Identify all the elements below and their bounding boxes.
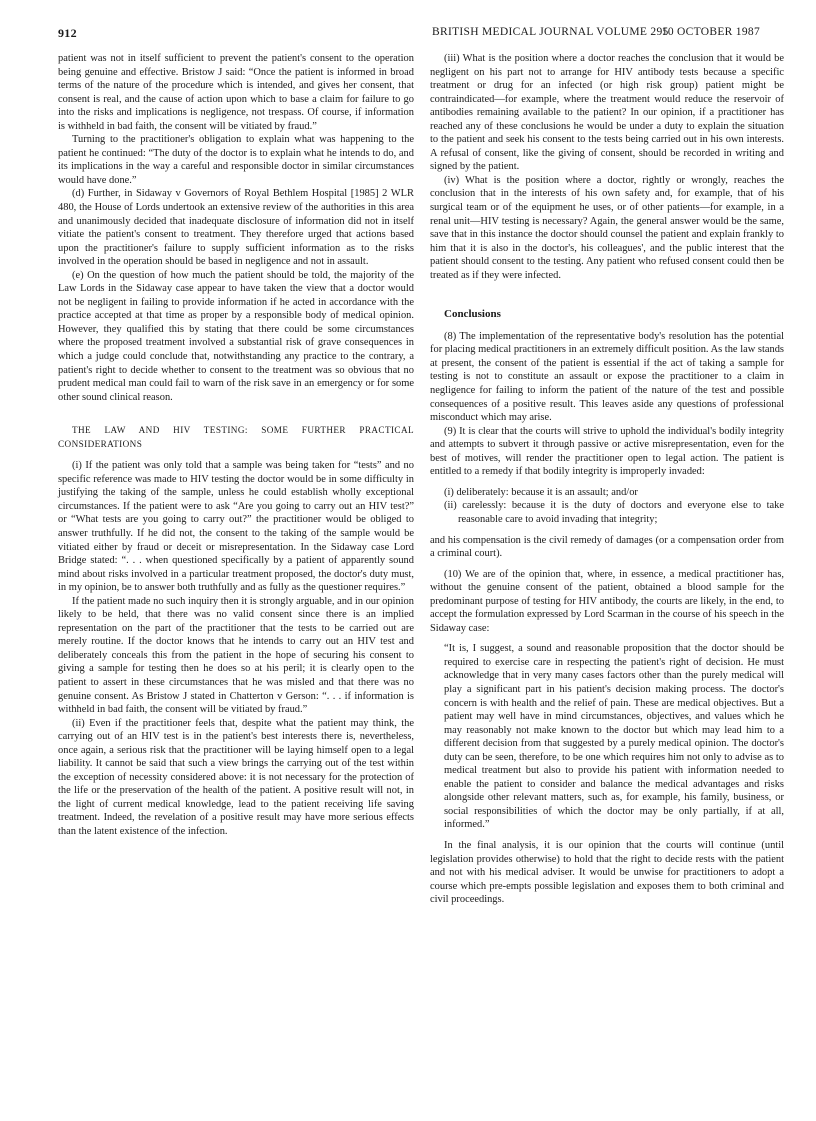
paragraph: patient was not in itself sufficient to prevent the patient's consent to the operation being genuine and effective. Bristow J said: “Once the patient is informed in broad terms of the nature of the procedure which is intended, and gives her consent, that consent is real, and the cause of action upon which to base a claim for failure to go into the risks and implications is negligence, not trespass. Of course, if information is withheld in bad faith, the consent will be vitiated by fraud.” (58, 53, 414, 132)
journal-title: BRITISH MEDICAL JOURNAL VOLUME 295 (432, 26, 669, 38)
left-column (58, 52, 414, 839)
list-item: (i) deliberately: because it is an assault; and/or (444, 486, 638, 498)
block-quote: “It is, I suggest, a sound and reasonable proposition that the doctor should be required to exercise care in respecting the patient's right of decision. He must acknowledge that in very many cases factors other than the purely medical will play a significant part in his patient's decision making process. The doctor's concern is with health and the relief of pain. These are medical objectives. But a patient may well have in mind circumstances, objectives, and values which he may reasonably not make known to the doctor but which may lead him to a different decision from that suggested by a purely medical opinion. The doctor's duty can be seen, therefore, to be one which requires him not only to advise as to medical treatment but also to provide his patient with information needed to enable the patient to consider and balance the medical advantages and risks alongside other relevant matters, such as, for example, his family, business, or social responsibilities of which the doctor may be only partially, if at all, informed.” (444, 643, 784, 831)
paragraph: If the patient made no such inquiry then it is strongly arguable, and in our opinion likely to be held, that there was no valid consent since there is an implied representation on the part of the practitioner that the tests to be carried out are merely routine. If the doctor knows that he intends to carry out an HIV test and deliberately conceals this from the patient in the hope of securing his consent to giving a sample for testing then he does so at his peril; it is clearly open to the patient to assert in these circumstances that he was misled and that there was no genuine consent. As Bristow J stated in Chatterton v Gerson: “. . . if information is withheld in bad faith, the consent will be vitiated by fraud.” (58, 595, 414, 716)
paragraph: (8) The implementation of the representative body's resolution has the potential for placing medical practitioners in an extremely difficult position. As the law stands at present, the consent of the patient is essential if the act of taking a sample for testing is not to constitute an assault or expose the practitioner to a claim in negligence for failing to inform the patient of the nature of the test and possible consequences of a positive result. This leaves aside any questions of professional misconduct which may arise. (430, 330, 784, 424)
issue-date: 10 OCTOBER 1987 (661, 26, 760, 38)
running-header (58, 26, 760, 44)
paragraph: (iv) What is the position where a doctor, rightly or wrongly, reaches the conclusion that in the interests of his own safety and, for example, that of his surgical team or of the equipment he uses, or of other patients—for example, in a renal unit—HIV testing is necessary? Again, the general answer would be the same, save that in this instance the doctor should counsel the patient and explain frankly to him that it is also in the doctor's, his colleagues', and the public interest that the patient should consent to the testing. Any patient who refused consent could then be treated as if they were infected. (430, 174, 784, 281)
paragraph: (ii) Even if the practitioner feels that, despite what the patient may think, the carrying out of an HIV test is in the patient's best interests there is, nevertheless, once again, a serious risk that the practitioner will be laying himself open to a legal liability. It cannot be said that such a view brings the carrying out of the test within the exception of necessity considered above: it is not necessary for the protection of the life or the preservation of the health of the patient. A positive result will not, in the light of current medical knowledge, lead to the patient receiving life saving treatment. Indeed, the revelation of a positive result may have more serious effects than the latent existence of the infection. (58, 717, 414, 837)
paragraph: (d) Further, in Sidaway v Governors of Royal Bethlem Hospital [1985] 2 WLR 480, the House of Lords undertook an extensive review of the authorities in this area and unanimously decided that inadequate disclosure of information did not in itself vitiate the patient's consent to treatment. They therefore urged that actions based upon the practitioner's failure to supply sufficient information as to the risks involved in the operation should be based in negligence and not in assault. (58, 188, 414, 268)
paragraph: (9) It is clear that the courts will strive to uphold the individual's bodily integrity and attempts to subvert it through passive or active misrepresentation, even for the best of motives, will render the practitioner open to legal action. The patient is entitled to a remedy if that bodily integrity is improperly invaded: (430, 425, 784, 478)
right-column (430, 52, 784, 907)
paragraph: (i) If the patient was only told that a sample was being taken for “tests” and no specific reference was made to HIV testing the doctor would be in some difficulty in justifying the taking of the sample, unless he could establish wholly exceptional circumstances. If the patient were to ask “Are you going to carry out an HIV test?” or “What tests are you going to carry out?” the practitioner would be obliged to answer truthfully. If he did not, the consent to the taking of the sample would be vitiated either by fraud or deceit or misrepresentation. In the Sidaway case Lord Bridge stated: “. . . when questioned specifically by a patient of apparently sound mind about risks involved in a particular treatment proposed, the doctor's duty must, in my opinion, be to answer both truthfully and as fully as the questioner requires.” (58, 460, 414, 594)
paragraph: In the final analysis, it is our opinion that the courts will continue (until legislation provides otherwise) to hold that the right to decide rests with the patient and not with his medical adviser. It would be unwise for practitioners to adopt a course which pre-empts possible legislation and exposes them to both criminal and civil proceedings. (430, 839, 784, 906)
section-heading: THE LAW AND HIV TESTING: SOME FURTHER PRACTICAL CONSIDERATIONS (58, 425, 414, 449)
page-number: 912 (58, 26, 77, 40)
conclusions-heading: Conclusions (444, 308, 501, 321)
paragraph: (e) On the question of how much the patient should be told, the majority of the Law Lords in the Sidaway case appear to have taken the view that a doctor would not be negligent in failing to provide information if he acted in accordance with the practice accepted at that time as proper by a responsible body of medical opinion. However, they qualified this by stating that there could be some circumstances where the proposed treatment involved a substantial risk of grave consequences in which a judge could conclude that, notwithstanding any practice to the contrary, a patient's right to decide whether to consent to the treatment was so obvious that no prudent medical man could fail to warn of the risk save in an emergency or for some other sound clinical reason. (58, 269, 414, 403)
list-item: (ii) carelessly: because it is the duty of doctors and everyone else to take reasonable care to avoid invading that integrity; (444, 500, 784, 525)
paragraph: (iii) What is the position where a doctor reaches the conclusion that it would be negligent on his part not to arrange for HIV antibody tests because a specific treatment or drug for an infected (or high risk group) patient might be contraindicated—for example, where the treatment would reduce the reservoir of antibodies remaining available to the patient? In our opinion, if a practitioner has reached any of these conclusions he would be under a duty to explain the situation to the patient and seek his consent to the tests being carried out in his own interests. A refusal of consent, like the giving of consent, should be recorded in writing and signed by the patient. (430, 53, 784, 173)
paragraph: (10) We are of the opinion that, where, in essence, a medical practitioner has, without the genuine consent of the patient, obtained a blood sample for the predominant purpose of testing for HIV antibody, the courts are likely, in the end, to accept the formulation expressed by Lord Scarman in the course of his speech in the Sidaway case: (430, 568, 784, 634)
paragraph: and his compensation is the civil remedy of damages (or a compensation order from a criminal court). (430, 534, 784, 560)
paragraph: Turning to the practitioner's obligation to explain what was happening to the patient he continued: “The duty of the doctor is to explain what he intends to do, and its implications in the way a careful and responsible doctor in similar circumstances would have done.” (58, 134, 414, 186)
